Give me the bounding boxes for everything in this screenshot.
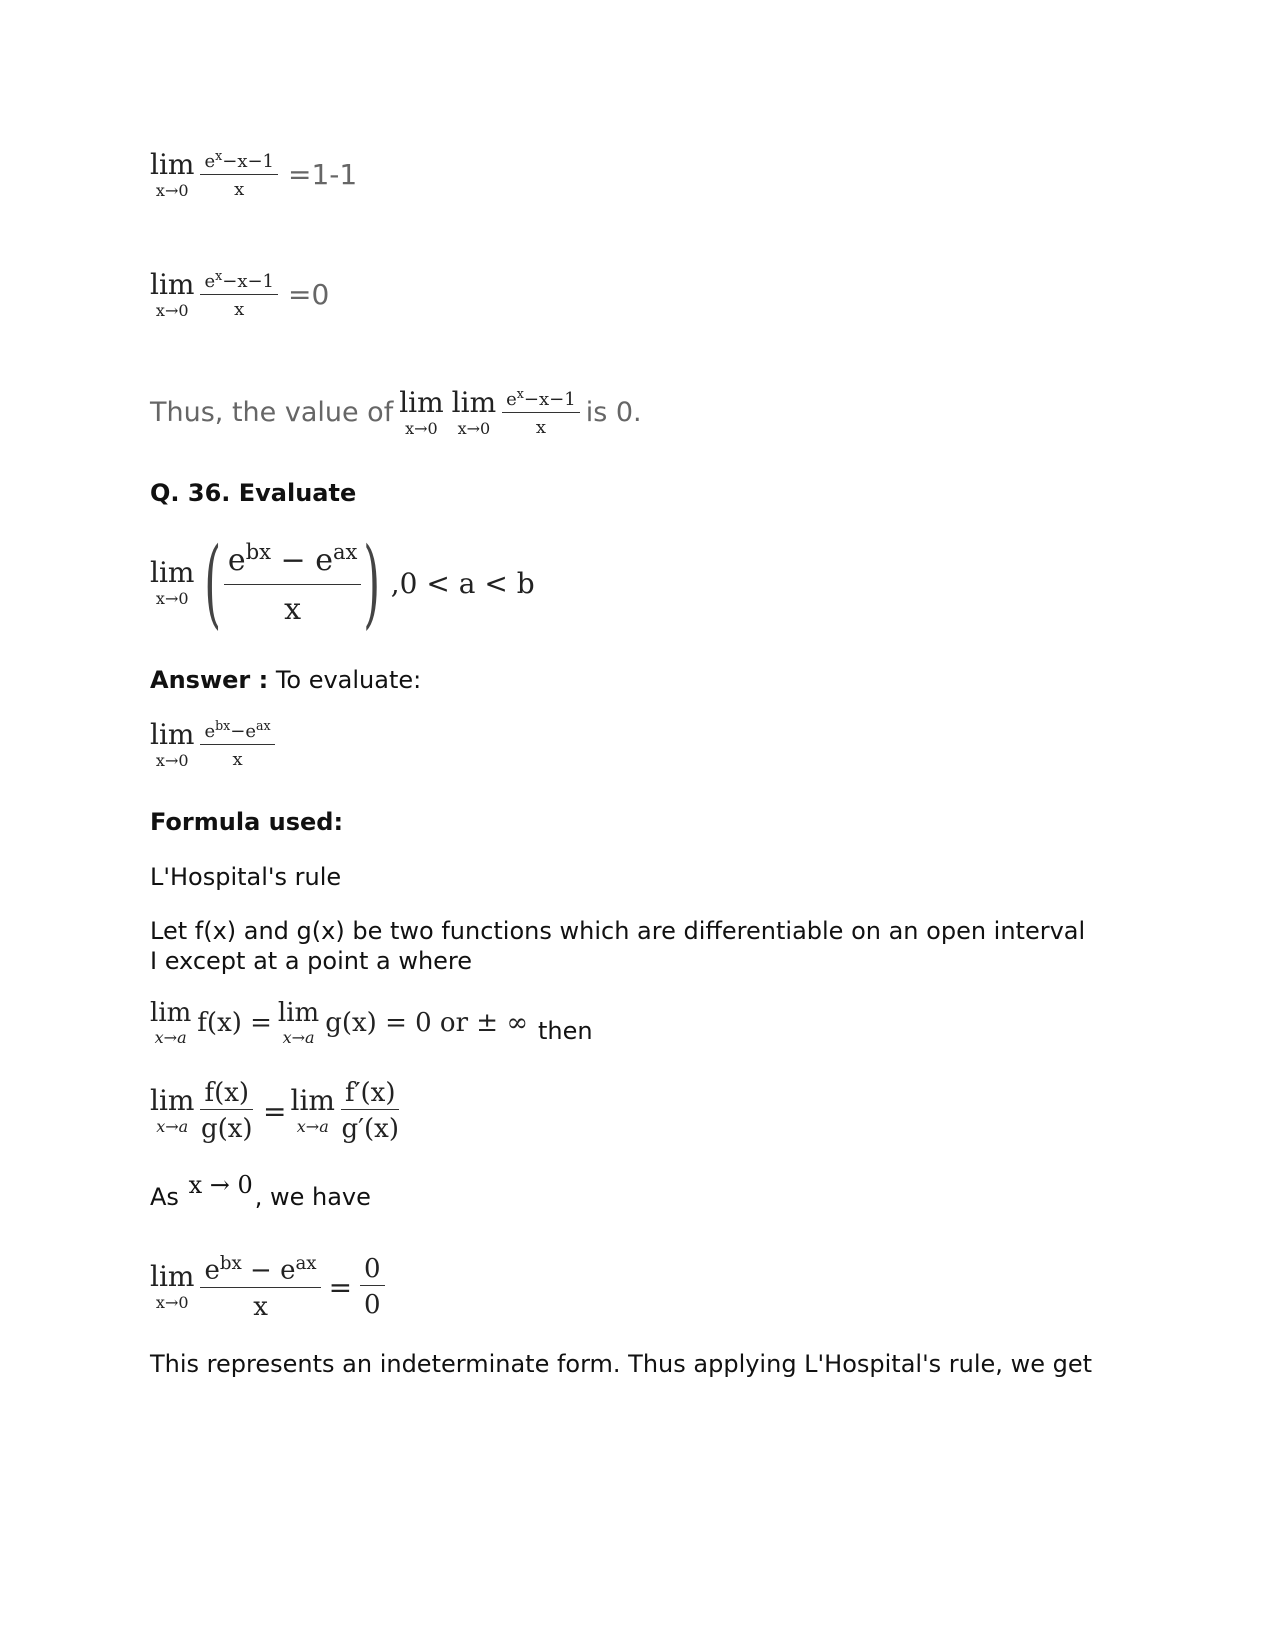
formula-heading: Formula used:: [150, 808, 344, 836]
rule-result: [150, 1080, 405, 1142]
fraction: $\frac{e^x-x-1}{x}$: [200, 270, 278, 319]
equals-sign: =: [263, 1094, 287, 1128]
limit-operator: lim x→0: [150, 147, 195, 200]
limit-operator: lim x→0: [150, 717, 195, 770]
rule-text: Let f(x) and g(x) be two functions which are differentiable on an open interval I except at a point a where: [150, 917, 1086, 975]
fraction: $\frac{e^{bx} - e^{ax}}{x}$: [200, 1255, 320, 1320]
answer-expression: [150, 717, 281, 770]
fraction: $\frac{e^{bx} - e^{ax}}{x}$: [224, 542, 361, 625]
equals-sign: =: [328, 1270, 353, 1304]
limit-operator: lim x→a: [150, 998, 192, 1047]
limit-operator: lim x→0: [150, 267, 195, 320]
indeterminate-expression: [150, 1255, 391, 1320]
as-expression: x → 0: [188, 1171, 253, 1199]
question-heading: Q. 36. Evaluate: [150, 479, 357, 507]
limit-operator: lim x→0: [399, 385, 444, 438]
condition-lhs: f(x) =: [197, 1008, 272, 1038]
condition-rhs: g(x) = 0 or ± ∞: [325, 1008, 528, 1038]
result: =0: [288, 278, 330, 311]
conclusion-expr: [399, 385, 585, 438]
limit-operator: lim x→a: [150, 1084, 195, 1136]
fraction: $\frac{e^x-x-1}{x}$: [502, 388, 580, 437]
then-text: then: [538, 1017, 593, 1045]
result: =1-1: [288, 158, 358, 191]
closing-text: This represents an indeterminate form. Thus applying L'Hospital's rule, we get: [150, 1350, 1092, 1378]
answer-label: Answer :: [150, 666, 269, 694]
fraction: $\frac{f'(x)}{g'(x)}$: [341, 1078, 399, 1144]
limit-operator: lim x→0: [451, 385, 497, 438]
limit-operator: lim x→0: [150, 1260, 195, 1313]
conclusion-suffix: is 0.: [585, 397, 642, 428]
limit-step-1: [150, 147, 358, 200]
limit-operator: lim x→a: [290, 1084, 335, 1136]
limit-operator: lim x→a: [277, 998, 320, 1047]
conclusion-line: [150, 385, 642, 438]
limit-operator: lim x→0: [150, 556, 195, 608]
as-suffix: , we have: [254, 1183, 371, 1211]
answer-intro: [150, 665, 421, 695]
right-paren: ): [363, 527, 381, 639]
result-fraction: $\frac{0}{0}$: [360, 1256, 385, 1318]
rule-name: L'Hospital's rule: [150, 863, 342, 891]
fraction: $\frac{e^{bx}-e^{ax}}{x}$: [200, 720, 274, 769]
conclusion-prefix: Thus, the value of: [150, 397, 394, 428]
rule-condition: [150, 1000, 593, 1046]
fraction: $\frac{f(x)}{g(x)}$: [200, 1078, 253, 1144]
condition: ,0 < a < b: [390, 566, 535, 600]
question-expression: [150, 527, 535, 639]
left-paren: (: [204, 527, 222, 639]
as-line: [150, 1171, 371, 1212]
answer-intro-text: To evaluate:: [268, 666, 422, 694]
as-prefix: As: [150, 1183, 179, 1211]
fraction: $\frac{e^x-x-1}{x}$: [200, 150, 278, 199]
limit-step-2: [150, 267, 330, 320]
